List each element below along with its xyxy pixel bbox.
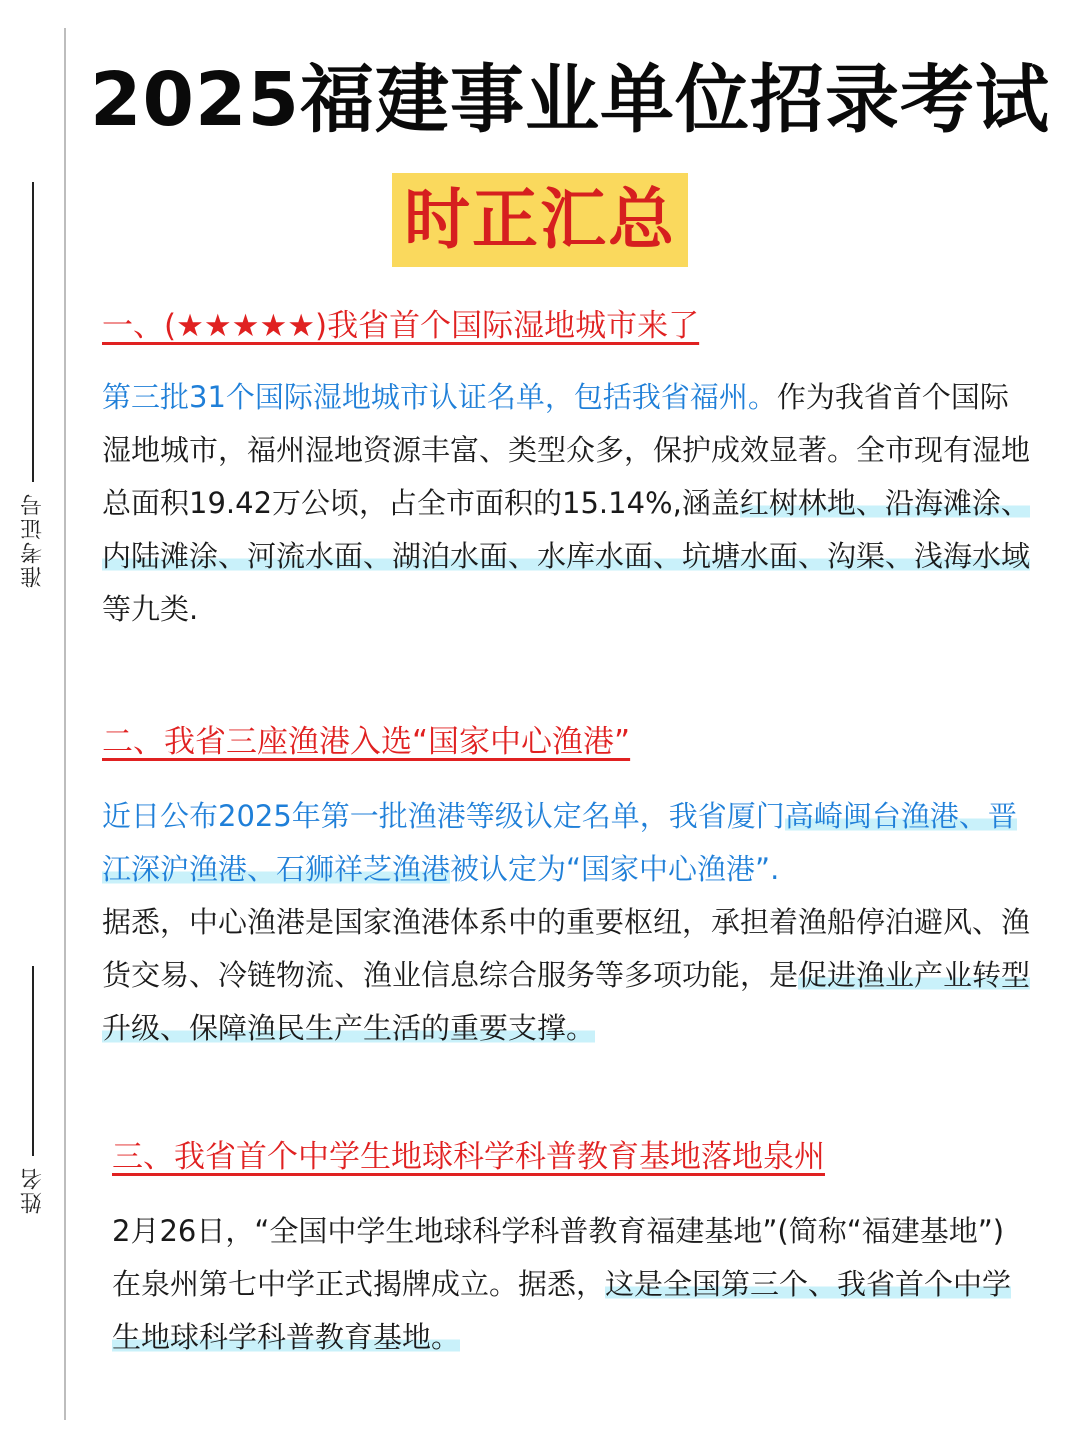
section-3-highlight: 这是全国第三个、我省首个中学生地球科学科普教育基地。 (112, 1267, 1012, 1354)
section-1-highlight: 红树林地、沿海滩涂、内陆滩涂、河流水面、湖泊水面、水库水面、坑塘水面、沟渠、浅海水域 (102, 486, 1031, 573)
section-2-lead-tail: 被认定为“国家中心渔港”. (450, 852, 780, 886)
page-subtitle: 时正汇总 (392, 173, 688, 267)
subtitle-wrap (0, 173, 1080, 267)
section-1-heading: 一、(★★★★★)我省首个国际湿地城市来了 (102, 308, 700, 344)
section-3-paragraph (112, 1205, 1032, 1364)
section-1-tail: 等九类. (102, 592, 199, 626)
section-1-paragraph (102, 371, 1032, 636)
page-title: 2025福建事业单位招录考试 (90, 57, 1050, 143)
section-2-lead-highlight: 高崎闽台渔港、晋江深沪渔港、石狮祥芝渔港 (102, 799, 1017, 886)
section-3-heading: 三、我省首个中学生地球科学科普教育基地落地泉州 (112, 1139, 825, 1175)
section-2-highlight: 促进渔业产业转型升级、保障渔民生产生活的重要支撑。 (102, 958, 1031, 1045)
section-2-text: 据悉，中心渔港是国家渔港体系中的重要枢纽，承担着渔船停泊避风、渔货交易、冷链物流、渔业信息综合服务等多项功能，是 (102, 905, 1031, 992)
name-field (20, 952, 46, 1214)
name-blank-line (32, 966, 34, 1156)
name-label: 姓名 (20, 1166, 46, 1214)
section-2-lead: 近日公布2025年第一批渔港等级认定名单，我省厦门 (102, 799, 785, 833)
section-2-paragraph (102, 790, 1032, 1055)
section-2-heading: 二、我省三座渔港入选“国家中心渔港” (102, 724, 631, 760)
section-1-text: 作为我省首个国际湿地城市，福州湿地资源丰富、类型众多，保护成效显著。全市现有湿地总面积19.42万公顷，占全市面积的15.14%,涵盖 (102, 380, 1031, 520)
section-3-text: 2月26日，“全国中学生地球科学科普教育福建基地”(简称“福建基地”)在泉州第七中学正式揭牌成立。据悉， (112, 1214, 1005, 1301)
exam-id-label: 准考证号 (20, 492, 46, 588)
section-1-lead: 第三批31个国际湿地城市认证名单，包括我省福州。 (102, 380, 777, 414)
